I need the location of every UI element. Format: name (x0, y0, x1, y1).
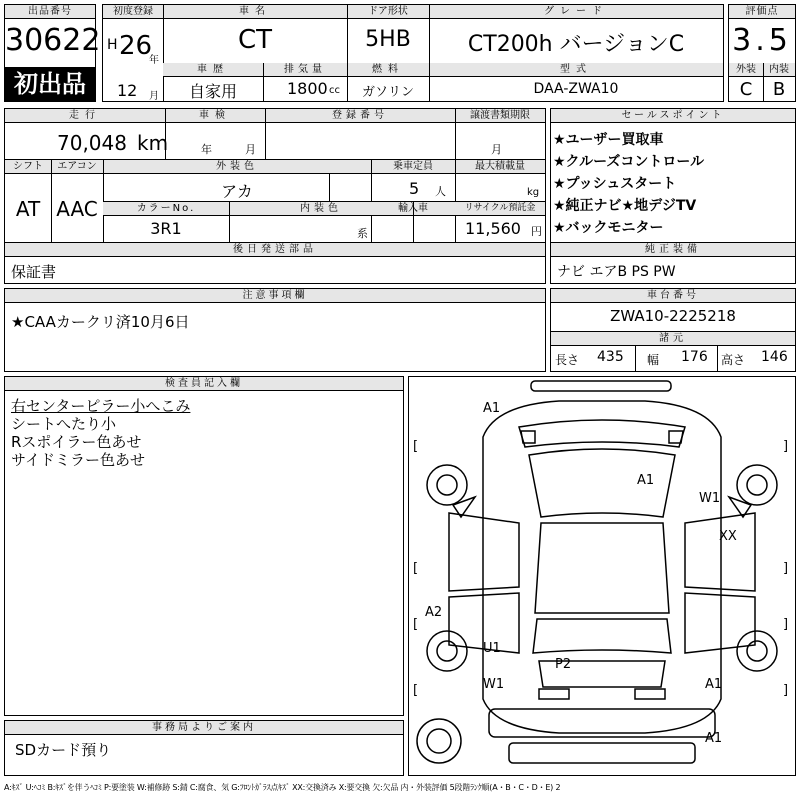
height-label: 高さ (721, 353, 746, 367)
inspection-label: 車検 (165, 109, 265, 123)
recycle: 11,560 (465, 219, 521, 238)
car-name-label: 車名 (163, 5, 347, 19)
shift: AT (15, 197, 41, 221)
equip-label: 純正装備 (551, 243, 795, 257)
notes-title: 注意事項欄 (5, 289, 545, 303)
load-label: 最大積載量 (455, 160, 545, 174)
inspector-title: 検査員記入欄 (5, 377, 403, 391)
transfer-month-unit: 月 (491, 143, 502, 156)
sales-box (550, 108, 796, 284)
sales-item-2: ★クルーズコントロール (553, 154, 705, 170)
height: 146 (761, 349, 788, 365)
grade-label: グレード (429, 5, 723, 19)
lot-label: 出品番号 (5, 5, 95, 19)
color-no-label: カラーNo. (103, 202, 229, 216)
mileage: 70,048 (57, 131, 127, 155)
recycle-unit: 円 (531, 225, 542, 238)
width-label: 幅 (647, 353, 660, 367)
capacity-label: 乗車定員 (371, 160, 455, 174)
fuel: ガソリン (361, 85, 414, 100)
ac-label: エアコン (51, 160, 103, 174)
history: 自家用 (188, 82, 237, 101)
fuel-label: 燃料 (347, 63, 429, 77)
first-listing-badge: 初出品 (5, 67, 95, 101)
sales-title: セールスポイント (551, 109, 795, 123)
sales-item-3: ★プッシュスタート (553, 176, 677, 192)
lot-number: 30622 (5, 23, 101, 58)
notes-text: ★CAAカークリ済10月6日 (11, 313, 190, 331)
capacity: 5 (409, 179, 420, 198)
color-label: 外装色 (103, 160, 371, 174)
model: DAA-ZWA10 (533, 81, 619, 97)
ac: AAC (56, 197, 98, 221)
lot-box (4, 4, 101, 102)
bracket-mark: [ (413, 439, 419, 454)
score-box (728, 4, 796, 102)
length-label: 長さ (555, 353, 580, 367)
damage-mark-rear-right: A1 (705, 677, 723, 692)
bracket-mark: [ (413, 561, 419, 576)
office-text: SDカード預り (15, 741, 112, 759)
bracket-mark: ] (783, 617, 789, 632)
damage-mark-trunk: P2 (555, 657, 572, 672)
inspector-line-4: サイドミラー色あせ (11, 451, 145, 469)
later-parts: 保証書 (11, 263, 57, 281)
bracket-mark: [ (413, 683, 419, 698)
damage-mark-left-rear: U1 (483, 641, 501, 656)
equip: ナビ エアB PS PW (557, 264, 676, 280)
damage-mark-left-rear-door: A2 (425, 605, 443, 620)
recycle-label: リサイクル預託金 (455, 202, 545, 216)
door-label: ドア形状 (347, 5, 429, 19)
history-label: 車歴 (163, 63, 263, 77)
grade: CT200h バージョンC (467, 32, 685, 57)
shift-label: シフト (5, 160, 51, 174)
interior-unit: 系 (357, 227, 368, 240)
length: 435 (597, 349, 624, 365)
width: 176 (681, 349, 708, 365)
ext-label: 外装 (729, 63, 763, 77)
car-diagram (409, 377, 795, 775)
inspection-year-unit: 年 (201, 143, 212, 156)
damage-mark-hood: A1 (637, 473, 655, 488)
car-diagram-box (408, 376, 796, 776)
bracket-mark: [ (413, 617, 419, 632)
sales-item-5: ★バックモニター (553, 220, 664, 236)
mileage-unit: km (137, 131, 169, 155)
mileage-label: 走行 (5, 109, 165, 123)
month-value: 12 (117, 81, 138, 100)
transfer-label: 譲渡書類期限 (455, 109, 545, 123)
month-unit: 月 (149, 91, 159, 102)
displacement-label: 排気量 (263, 63, 347, 77)
displacement-unit: cc (329, 85, 340, 96)
legend-text: A:ｷｽﾞ U:ﾍｺﾐ B:ｷｽﾞを伴うﾍｺﾐ P:要塗装 W:補修跡 S:錆 C:腐食、気 G:ﾌﾛﾝﾄｶﾞﾗｽ点ｷｽﾞ XX:交換済み X:要交換 欠:欠品 内・外装評価 5段階ﾗﾝｸ順(A・B・C・D・E) 2 (4, 783, 561, 792)
ext-grade: C (739, 79, 753, 100)
reg-label: 登録番号 (265, 109, 455, 123)
score: 3.5 (732, 23, 792, 58)
inspector-line-3: Rスポイラー色あせ (11, 433, 142, 451)
chassis-box (550, 288, 796, 372)
interior-label: 内装色 (229, 202, 413, 216)
first-reg-label: 初度登録 (103, 5, 163, 19)
sales-item-4: ★純正ナビ★地デジTV (553, 198, 697, 214)
dims-title: 諸元 (551, 332, 795, 346)
int-label: 内装 (763, 63, 795, 77)
later-parts-label: 後日発送部品 (5, 243, 545, 257)
era-prefix: H (107, 37, 118, 53)
int-grade: B (772, 79, 786, 100)
spec-box (4, 108, 546, 284)
damage-mark-right-door: XX (719, 529, 737, 544)
sales-item-1: ★ユーザー買取車 (553, 132, 664, 148)
bracket-mark: ] (783, 439, 789, 454)
notes-box (4, 288, 546, 372)
inspector-box (4, 376, 404, 716)
score-label: 評価点 (729, 5, 795, 19)
damage-mark-front-left: A1 (483, 401, 501, 416)
door-type: 5HB (365, 27, 411, 52)
color: アカ (221, 182, 253, 201)
inspector-line-1: 右センターピラー小へこみ (11, 397, 191, 415)
damage-mark-front-right: W1 (699, 491, 721, 506)
import-label: 輸入車 (371, 202, 455, 216)
office-title: 事務局よりご案内 (5, 721, 403, 735)
inspection-month-unit: 月 (245, 143, 256, 156)
damage-mark-rear-left: W1 (483, 677, 505, 692)
car-name: CT (237, 25, 273, 55)
chassis-number: ZWA10-2225218 (610, 307, 736, 325)
year-value: 26 (119, 31, 153, 61)
inspector-line-2: シートへたり小 (11, 415, 117, 433)
load-unit: kg (527, 187, 540, 198)
displacement: 1800 (287, 79, 328, 98)
bracket-mark: ] (783, 683, 789, 698)
model-label: 型式 (429, 63, 723, 77)
header-box (102, 4, 724, 102)
year-unit: 年 (149, 55, 159, 66)
chassis-title: 車台番号 (551, 289, 795, 303)
damage-mark-rear-bumper: A1 (705, 731, 723, 746)
office-box (4, 720, 404, 776)
color-no: 3R1 (150, 219, 182, 238)
capacity-unit: 人 (435, 185, 446, 198)
bracket-mark: ] (783, 561, 789, 576)
